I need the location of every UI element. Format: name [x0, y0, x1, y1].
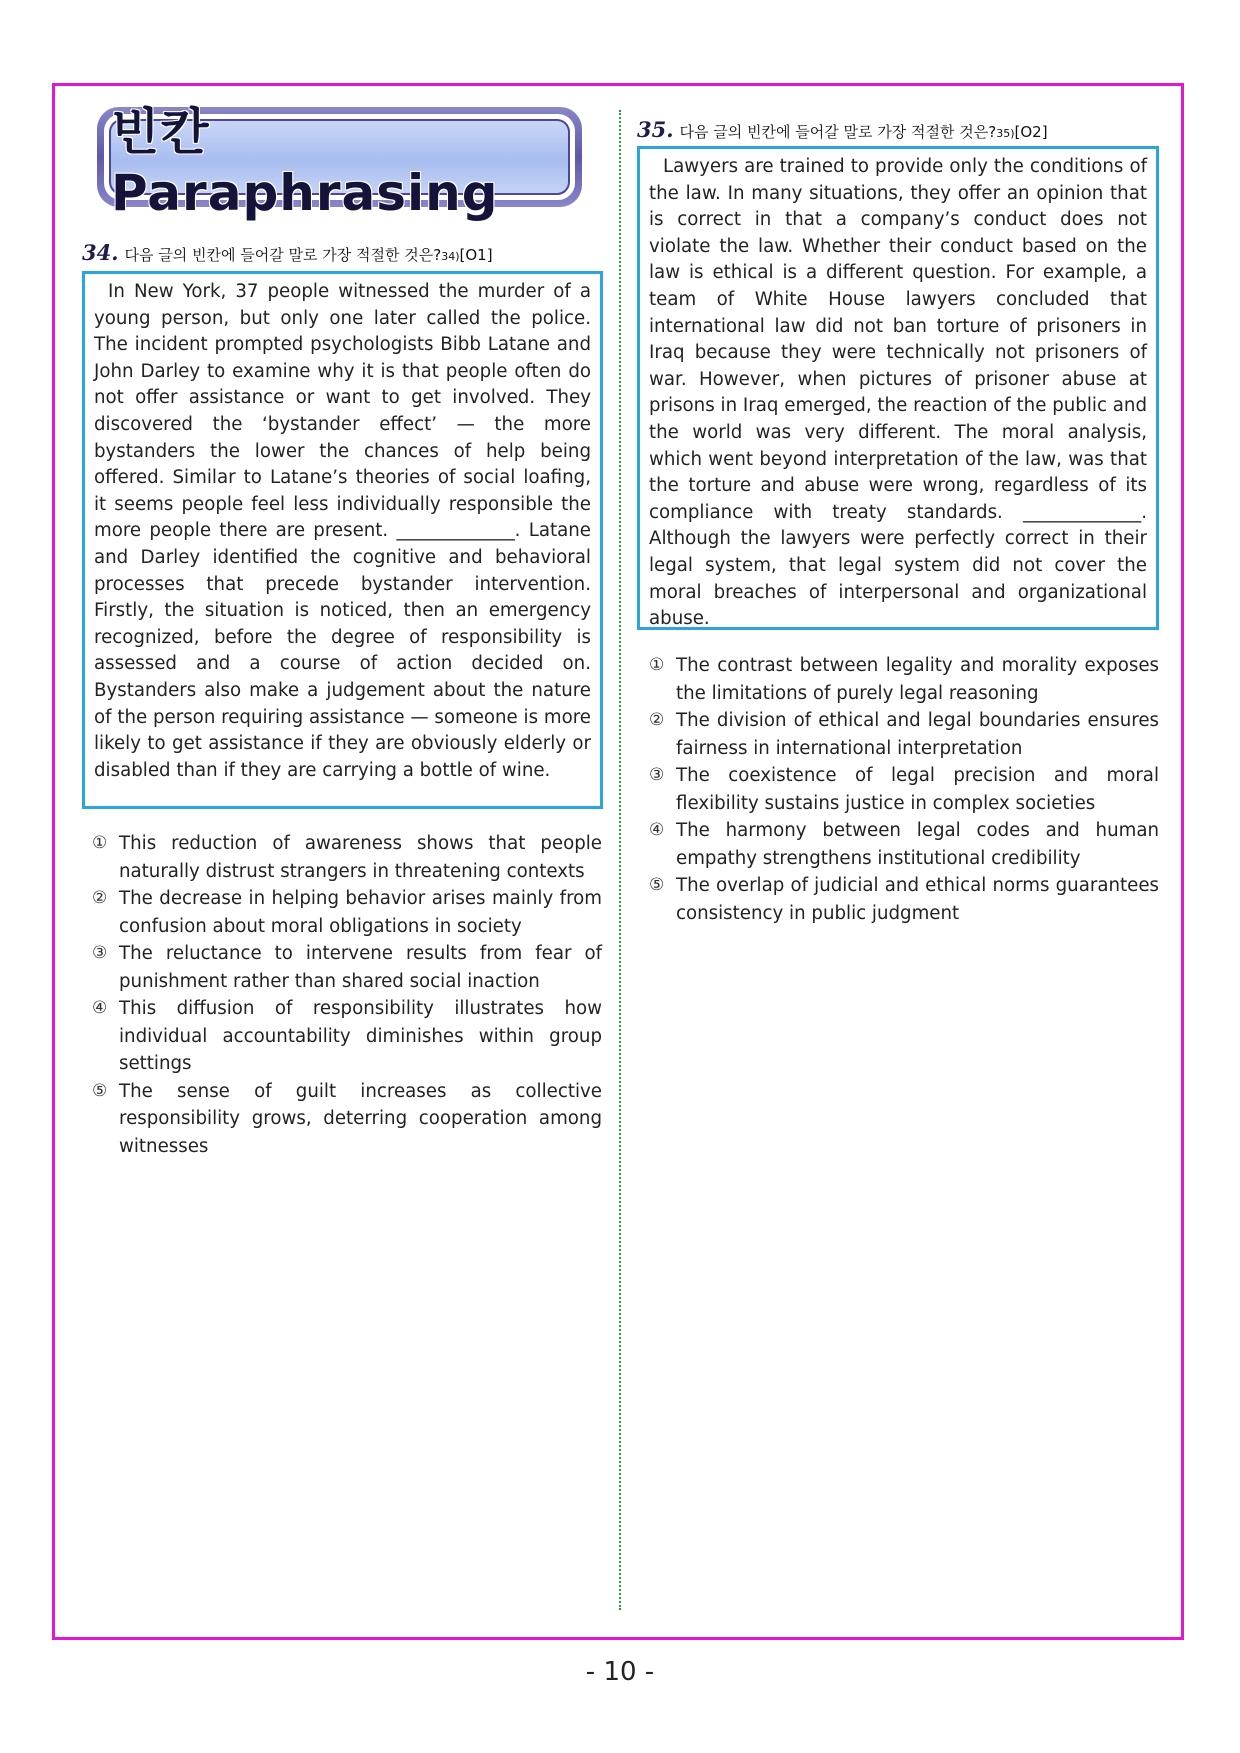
choice-text: This diffusion of responsibility illustrates how individual accountability diminishes within group settings	[119, 998, 602, 1074]
question-34-choices	[92, 830, 602, 1160]
question-prompt: 다음 글의 빈칸에 들어갈 말로 가장 적절한 것은?	[124, 246, 442, 264]
choice-4[interactable]	[649, 817, 1159, 872]
question-34-header	[82, 240, 493, 265]
passage-text: In New York, 37 people witnessed the murder of a young person, but only one later called the police. The incident prompted psychologists Bibb Latane and John Darley to examine why it is that people often do not offer assistance or want to get involved. They discovered the ‘bystander effect’ — the more bystanders the lower the chances of help being offered. Similar to Latane’s theories of social loafing, it seems people feel less individually responsible the more people there are present. _____________. Latane and Darley identified the cognitive and behavioral processes that precede bystander intervention. Firstly, the situation is noticed, then an emergency recognized, before the degree of responsibility is assessed and a course of action decided on. Bystanders also make a judgement about the nature of the person requiring assistance — someone is more likely to get assistance if they are obviously elderly or disabled than if they are carrying a bottle of wine.	[94, 281, 591, 781]
column-divider	[619, 110, 621, 1610]
question-reference: 34)	[441, 250, 460, 263]
choice-2[interactable]	[649, 707, 1159, 762]
choice-mark: ⑤	[649, 875, 665, 895]
section-title: 빈칸 Paraphrasing	[111, 103, 499, 222]
choice-3[interactable]	[92, 940, 602, 995]
question-prompt: 다음 글의 빈칸에 들어갈 말로 가장 적절한 것은?	[679, 123, 997, 141]
question-code: [O1]	[459, 246, 493, 264]
choice-text: This reduction of awareness shows that people naturally distrust strangers in threatening contexts	[119, 833, 602, 882]
question-35-choices	[649, 652, 1159, 927]
choice-mark: ③	[92, 943, 108, 963]
page-number: - 10 -	[585, 1657, 655, 1687]
question-35-passage	[637, 146, 1159, 630]
question-reference: 35)	[996, 127, 1015, 140]
choice-1[interactable]	[649, 652, 1159, 707]
choice-mark: ③	[649, 765, 665, 785]
section-title-badge	[97, 103, 582, 222]
passage-text: Lawyers are trained to provide only the conditions of the law. In many situations, they offer an opinion that is correct in that a company’s conduct does not violate the law. Whether their conduct based on the law is ethical is a different question. For example, a team of White House lawyers concluded that international law did not ban torture of prisoners in Iraq because they were technically not prisoners of war. However, when pictures of prisoner abuse at prisons in Iraq emerged, the reaction of the public and the world was very different. The moral analysis, which went beyond interpretation of the law, was that the torture and abuse were wrong, regardless of its compliance with treaty standards. _____________. Although the lawyers were perfectly correct in their legal system, that legal system did not cover the moral breaches of interpersonal and organizational abuse.	[649, 156, 1147, 630]
question-number: 34.	[82, 240, 119, 265]
choice-mark: ④	[92, 998, 108, 1018]
question-code: [O2]	[1014, 123, 1048, 141]
choice-5[interactable]	[92, 1078, 602, 1161]
choice-mark: ①	[649, 655, 665, 675]
choice-text: The coexistence of legal precision and moral flexibility sustains justice in complex societies	[676, 765, 1159, 814]
choice-text: The contrast between legality and morality exposes the limitations of purely legal reasoning	[676, 655, 1159, 704]
choice-mark: ②	[92, 888, 108, 908]
choice-text: The decrease in helping behavior arises mainly from confusion about moral obligations in society	[119, 888, 602, 937]
choice-mark: ④	[649, 820, 665, 840]
question-34-passage	[82, 271, 603, 809]
choice-text: The division of ethical and legal boundaries ensures fairness in international interpretation	[676, 710, 1159, 759]
choice-text: The harmony between legal codes and human empathy strengthens institutional credibility	[676, 820, 1159, 869]
choice-1[interactable]	[92, 830, 602, 885]
choice-2[interactable]	[92, 885, 602, 940]
choice-3[interactable]	[649, 762, 1159, 817]
choice-4[interactable]	[92, 995, 602, 1078]
choice-text: The reluctance to intervene results from fear of punishment rather than shared social inaction	[119, 943, 602, 992]
choice-mark: ②	[649, 710, 665, 730]
question-number: 35.	[637, 117, 674, 142]
choice-mark: ①	[92, 833, 108, 853]
choice-text: The overlap of judicial and ethical norms guarantees consistency in public judgment	[676, 875, 1159, 924]
choice-text: The sense of guilt increases as collective responsibility grows, deterring cooperation among witnesses	[119, 1080, 602, 1157]
choice-5[interactable]	[649, 872, 1159, 927]
question-35-header	[637, 117, 1048, 142]
choice-mark: ⑤	[92, 1080, 108, 1101]
